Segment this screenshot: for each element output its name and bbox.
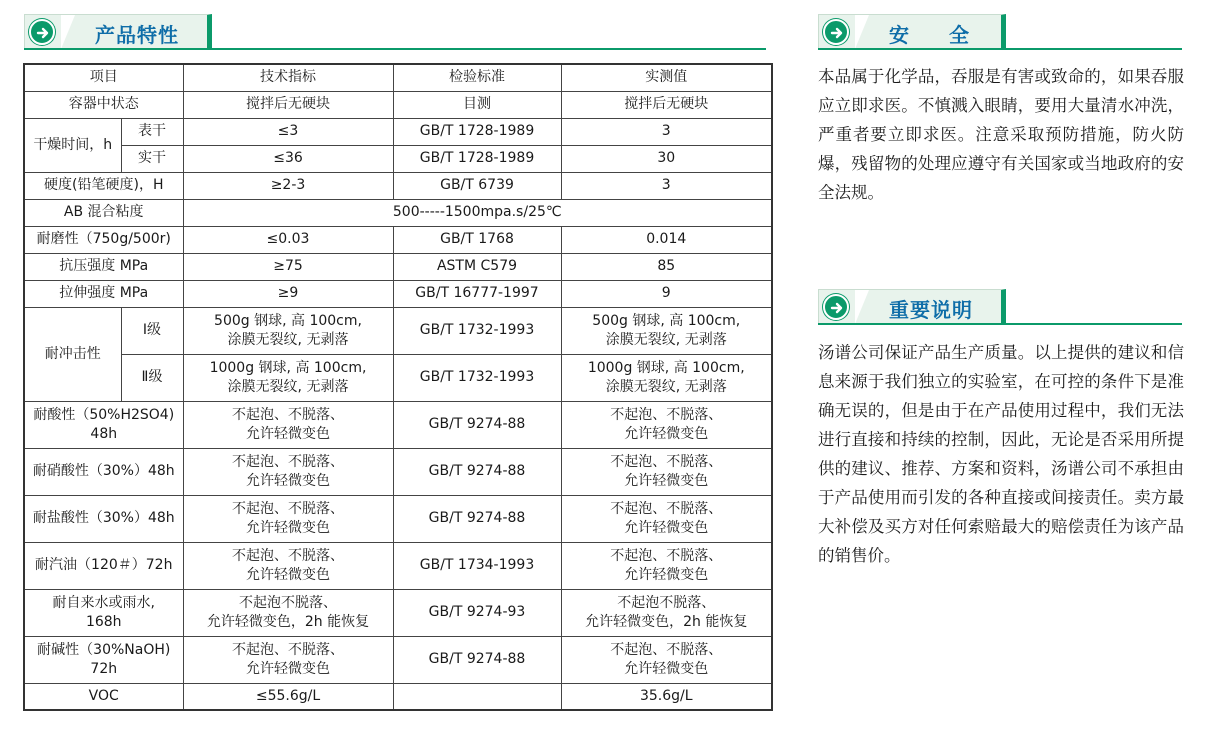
row-standard: GB/T 1732-1993	[393, 354, 561, 401]
row-item: 拉伸强度 MPa	[24, 280, 183, 307]
row-standard: 目测	[393, 91, 561, 118]
row-standard: GB/T 1732-1993	[393, 307, 561, 354]
item-line: 耐酸性（50%H2SO4)	[33, 406, 175, 423]
spec-line: 允许轻微变色	[246, 566, 330, 583]
row-standard: GB/T 1734-1993	[393, 542, 561, 589]
row-standard: GB/T 6739	[393, 172, 561, 199]
row-item: VOC	[24, 683, 183, 710]
row-value	[561, 589, 772, 636]
table-header-row	[24, 64, 772, 91]
table-row	[24, 253, 772, 280]
spec-line: 允许轻微变色	[246, 472, 330, 489]
row-standard: GB/T 9274-88	[393, 636, 561, 683]
spec-line: 涂膜无裂纹, 无剥落	[227, 378, 349, 395]
row-item: 抗压强度 MPa	[24, 253, 183, 280]
section-title: 安全	[889, 23, 1009, 47]
spec-line: 不起泡、不脱落、	[232, 453, 344, 470]
row-item: 干燥时间，h	[24, 118, 121, 172]
table-row	[24, 199, 772, 226]
row-standard: GB/T 9274-93	[393, 589, 561, 636]
spec-line: 不起泡、不脱落、	[232, 406, 344, 423]
item-line: 耐自来水或雨水,	[52, 594, 155, 611]
row-subitem: 表干	[121, 118, 183, 145]
row-spec: ≤36	[183, 145, 393, 172]
row-item	[24, 401, 183, 448]
row-value: 搅拌后无硬块	[561, 91, 772, 118]
spec-line: 涂膜无裂纹, 无剥落	[227, 331, 349, 348]
value-line: 涂膜无裂纹, 无剥落	[605, 378, 727, 395]
arrow-circle-right-icon	[823, 19, 849, 45]
row-item: AB 混合粘度	[24, 199, 183, 226]
row-spec	[183, 354, 393, 401]
item-line: 耐碱性（30%NaOH)	[37, 641, 171, 658]
row-spec	[183, 307, 393, 354]
spec-line: 500g 钢球, 高 100cm,	[214, 312, 362, 329]
header-spec: 技术指标	[183, 64, 393, 91]
section-divider	[24, 48, 766, 50]
row-standard: GB/T 1768	[393, 226, 561, 253]
row-spec: ≤3	[183, 118, 393, 145]
table-row	[24, 495, 772, 542]
row-spec: ≥2-3	[183, 172, 393, 199]
row-spec	[183, 495, 393, 542]
value-line: 允许轻微变色	[624, 566, 709, 583]
section-divider	[818, 48, 1182, 50]
row-spec	[183, 542, 393, 589]
row-standard: GB/T 1728-1989	[393, 118, 561, 145]
table-row	[24, 226, 772, 253]
row-value	[561, 401, 772, 448]
row-standard: GB/T 9274-88	[393, 401, 561, 448]
row-subitem: 实干	[121, 145, 183, 172]
value-line: 不起泡、不脱落、	[610, 453, 723, 470]
row-value: 35.6g/L	[561, 683, 772, 710]
row-value	[561, 542, 772, 589]
value-line: 1000g 钢球, 高 100cm,	[587, 359, 745, 376]
table-row	[24, 542, 772, 589]
table-row	[24, 636, 772, 683]
value-line: 500g 钢球, 高 100cm,	[592, 312, 741, 329]
row-value	[561, 636, 772, 683]
value-line: 允许轻微变色	[624, 660, 709, 677]
section-tab	[24, 14, 212, 48]
row-standard: GB/T 9274-88	[393, 448, 561, 495]
spec-line: 允许轻微变色，2h 能恢复	[206, 613, 370, 630]
header-item: 项目	[24, 64, 183, 91]
row-subitem: Ⅱ级	[121, 354, 183, 401]
safety-header	[818, 14, 1182, 50]
spec-line: 不起泡不脱落、	[239, 594, 337, 611]
row-standard: GB/T 9274-88	[393, 495, 561, 542]
table-row	[24, 401, 772, 448]
row-value: 3	[561, 118, 772, 145]
value-line: 不起泡、不脱落、	[610, 500, 723, 517]
row-spec: ≥75	[183, 253, 393, 280]
row-spec	[183, 589, 393, 636]
table-row	[24, 307, 772, 354]
row-item: 耐冲击性	[24, 307, 121, 401]
row-value	[561, 307, 772, 354]
value-line: 允许轻微变色	[624, 519, 709, 536]
section-divider	[818, 323, 1182, 325]
row-spec	[183, 448, 393, 495]
row-standard: GB/T 1728-1989	[393, 145, 561, 172]
product-properties-header	[24, 14, 766, 50]
row-item: 硬度(铅笔硬度)，H	[24, 172, 183, 199]
row-spec: ≤55.6g/L	[183, 683, 393, 710]
row-item	[24, 589, 183, 636]
table-row	[24, 145, 772, 172]
table-row	[24, 172, 772, 199]
spec-line: 允许轻微变色	[246, 425, 330, 442]
header-standard: 检验标准	[393, 64, 561, 91]
value-line: 不起泡不脱落、	[617, 594, 716, 611]
row-item: 耐磨性（750g/500r)	[24, 226, 183, 253]
row-value	[561, 495, 772, 542]
row-spec	[183, 401, 393, 448]
row-standard: GB/T 16777-1997	[393, 280, 561, 307]
row-spec: ≤0.03	[183, 226, 393, 253]
value-line: 不起泡、不脱落、	[610, 547, 723, 564]
section-title: 重要说明	[889, 298, 973, 322]
arrow-circle-right-icon	[29, 19, 55, 45]
row-spec: ≥9	[183, 280, 393, 307]
row-item: 耐盐酸性（30%）48h	[24, 495, 183, 542]
row-item	[24, 636, 183, 683]
row-item: 耐硝酸性（30%）48h	[24, 448, 183, 495]
row-value: 85	[561, 253, 772, 280]
row-spec: 搅拌后无硬块	[183, 91, 393, 118]
row-value: 30	[561, 145, 772, 172]
value-line: 不起泡、不脱落、	[610, 641, 723, 658]
spec-line: 允许轻微变色	[246, 660, 330, 677]
row-merged-value: 500-----1500mpa.s/25℃	[183, 199, 772, 226]
value-line: 允许轻微变色	[624, 425, 709, 442]
row-item: 耐汽油（120＃）72h	[24, 542, 183, 589]
item-line: 48h	[90, 425, 118, 442]
section-tab	[818, 14, 1009, 48]
value-line: 涂膜无裂纹, 无剥落	[605, 331, 727, 348]
product-properties-table	[23, 63, 773, 711]
table-row	[24, 354, 772, 401]
row-value: 0.014	[561, 226, 772, 253]
row-value: 3	[561, 172, 772, 199]
table-row	[24, 118, 772, 145]
important-notes-paragraph: 汤谱公司保证产品生产质量。以上提供的建议和信息来源于我们独立的实验室，在可控的条件下是准确无误的，但是由于在产品使用过程中，我们无法进行直接和持续的控制，因此，无论是否采用所提供的建议、推荐、方案和资料，汤谱公司不承担由于产品使用而引发的各种直接或间接责任。卖方最大补偿及买方对任何索赔最大的赔偿责任为该产品的销售价。	[818, 343, 1184, 565]
spec-line: 1000g 钢球, 高 100cm,	[209, 359, 367, 376]
row-spec	[183, 636, 393, 683]
spec-line: 不起泡、不脱落、	[232, 500, 344, 517]
header-measured: 实测值	[561, 64, 772, 91]
section-title: 产品特性	[95, 23, 179, 47]
item-line: 168h	[85, 613, 122, 630]
row-value: 9	[561, 280, 772, 307]
table-row	[24, 683, 772, 710]
table-row	[24, 448, 772, 495]
safety-paragraph: 本品属于化学品，吞服是有害或致命的，如果吞服应立即求医。不慎溅入眼睛，要用大量清水冲洗，严重者要立即求医。注意采取预防措施，防火防爆，残留物的处理应遵守有关国家或当地政府的安全法规。	[818, 67, 1184, 202]
important-notes-header	[818, 289, 1182, 325]
value-line: 允许轻微变色，2h 能恢复	[585, 613, 748, 630]
value-line: 允许轻微变色	[624, 472, 709, 489]
row-value	[561, 448, 772, 495]
row-standard	[393, 683, 561, 710]
row-item: 容器中状态	[24, 91, 183, 118]
spec-line: 允许轻微变色	[246, 519, 330, 536]
section-tab	[818, 289, 1006, 323]
table-row	[24, 589, 772, 636]
item-line: 72h	[90, 660, 118, 677]
spec-line: 不起泡、不脱落、	[232, 641, 344, 658]
table-row	[24, 280, 772, 307]
spec-line: 不起泡、不脱落、	[232, 547, 344, 564]
table-row	[24, 91, 772, 118]
row-standard: ASTM C579	[393, 253, 561, 280]
row-value	[561, 354, 772, 401]
row-subitem: Ⅰ级	[121, 307, 183, 354]
arrow-circle-right-icon	[823, 294, 849, 320]
value-line: 不起泡、不脱落、	[610, 406, 723, 423]
